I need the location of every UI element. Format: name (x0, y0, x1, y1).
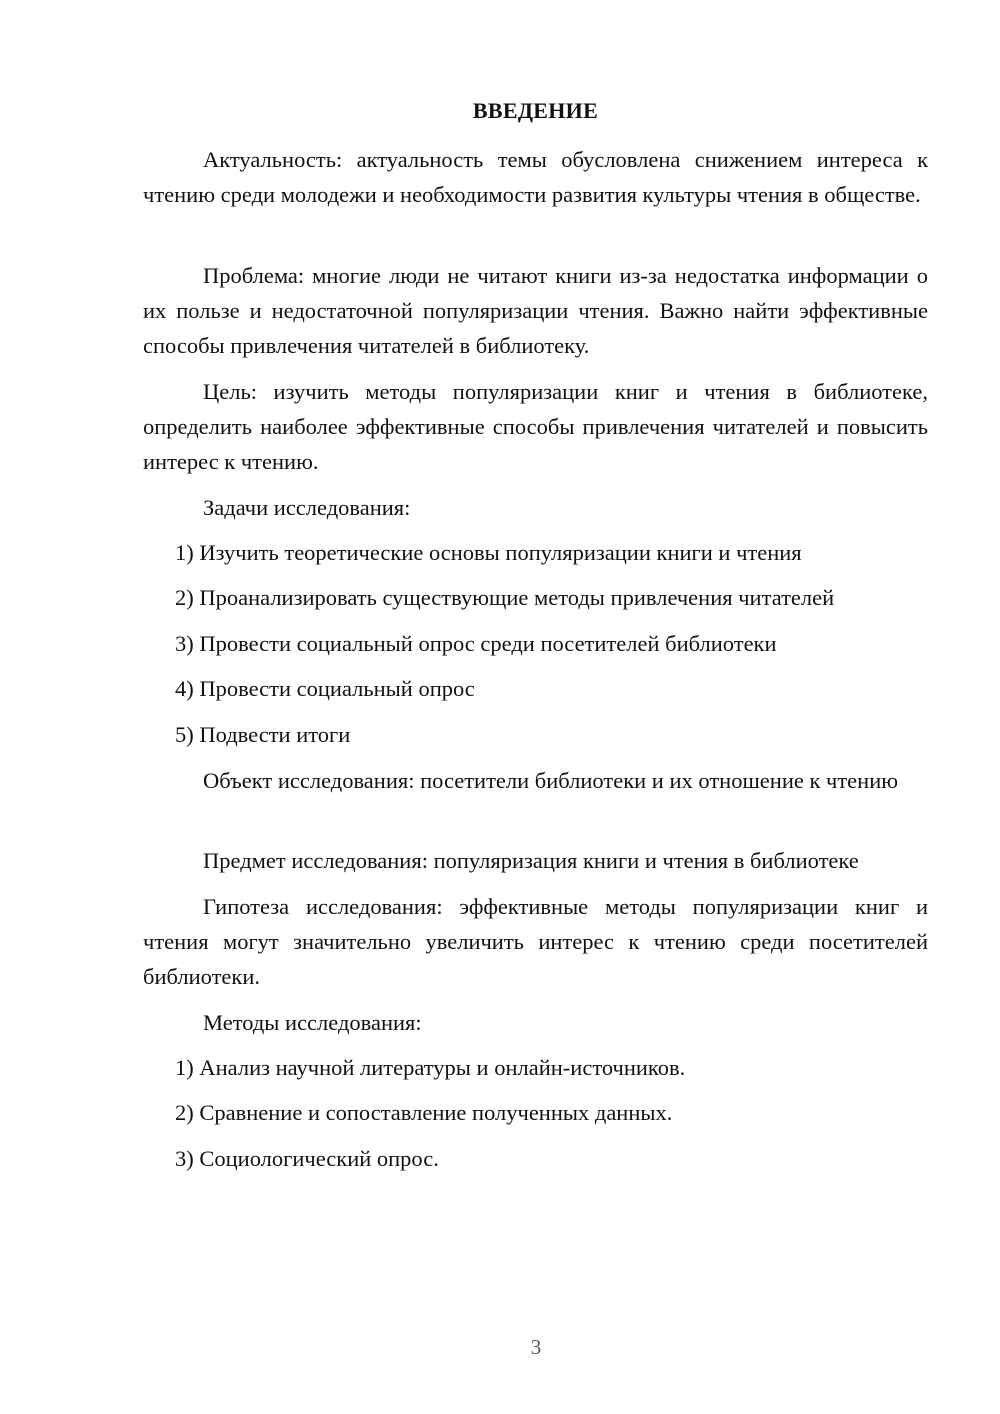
subject-paragraph: Предмет исследования: популяризация книги и чтения в библиотеке (203, 848, 859, 873)
method-item-1: 1) Анализ научной литературы и онлайн-источников. (175, 1055, 686, 1080)
task-item-2: 2) Проанализировать существующие методы привлечения читателей (175, 585, 835, 610)
task-item-1: 1) Изучить теоретические основы популяризации книги и чтения (175, 540, 802, 565)
method-item-3: 3) Социологический опрос. (175, 1146, 439, 1171)
page-title: ВВЕДЕНИЕ (472, 98, 599, 123)
relevance-paragraph: Актуальность: актуальность темы обусловлена снижением интереса к чтению среди молодежи и необходимости развития культуры чтения в обществе. (143, 147, 928, 207)
method-item-2: 2) Сравнение и сопоставление полученных данных. (175, 1100, 673, 1125)
task-item-4: 4) Провести социальный опрос (175, 676, 475, 701)
page-number: 3 (530, 1335, 542, 1359)
goal-paragraph: Цель: изучить методы популяризации книг и чтения в библиотеке, определить наиболее эффективные способы привлечения читателей и повысить интерес к чтению. (143, 379, 928, 474)
task-item-3: 3) Провести социальный опрос среди посетителей библиотеки (175, 631, 777, 656)
task-item-5: 5) Подвести итоги (175, 722, 351, 747)
problem-paragraph: Проблема: многие люди не читают книги из-за недостатка информации о их пользе и недостаточной популяризации чтения. Важно найти эффективные способы привлечения читателей в библиотеку. (143, 263, 928, 358)
object-paragraph: Объект исследования: посетители библиотеки и их отношение к чтению (203, 768, 899, 793)
hypothesis-paragraph: Гипотеза исследования: эффективные методы популяризации книг и чтения могут значительно увеличить интерес к чтению среди посетителей библиотеки. (143, 894, 928, 989)
tasks-title: Задачи исследования: (203, 495, 411, 520)
methods-title: Методы исследования: (203, 1010, 422, 1035)
